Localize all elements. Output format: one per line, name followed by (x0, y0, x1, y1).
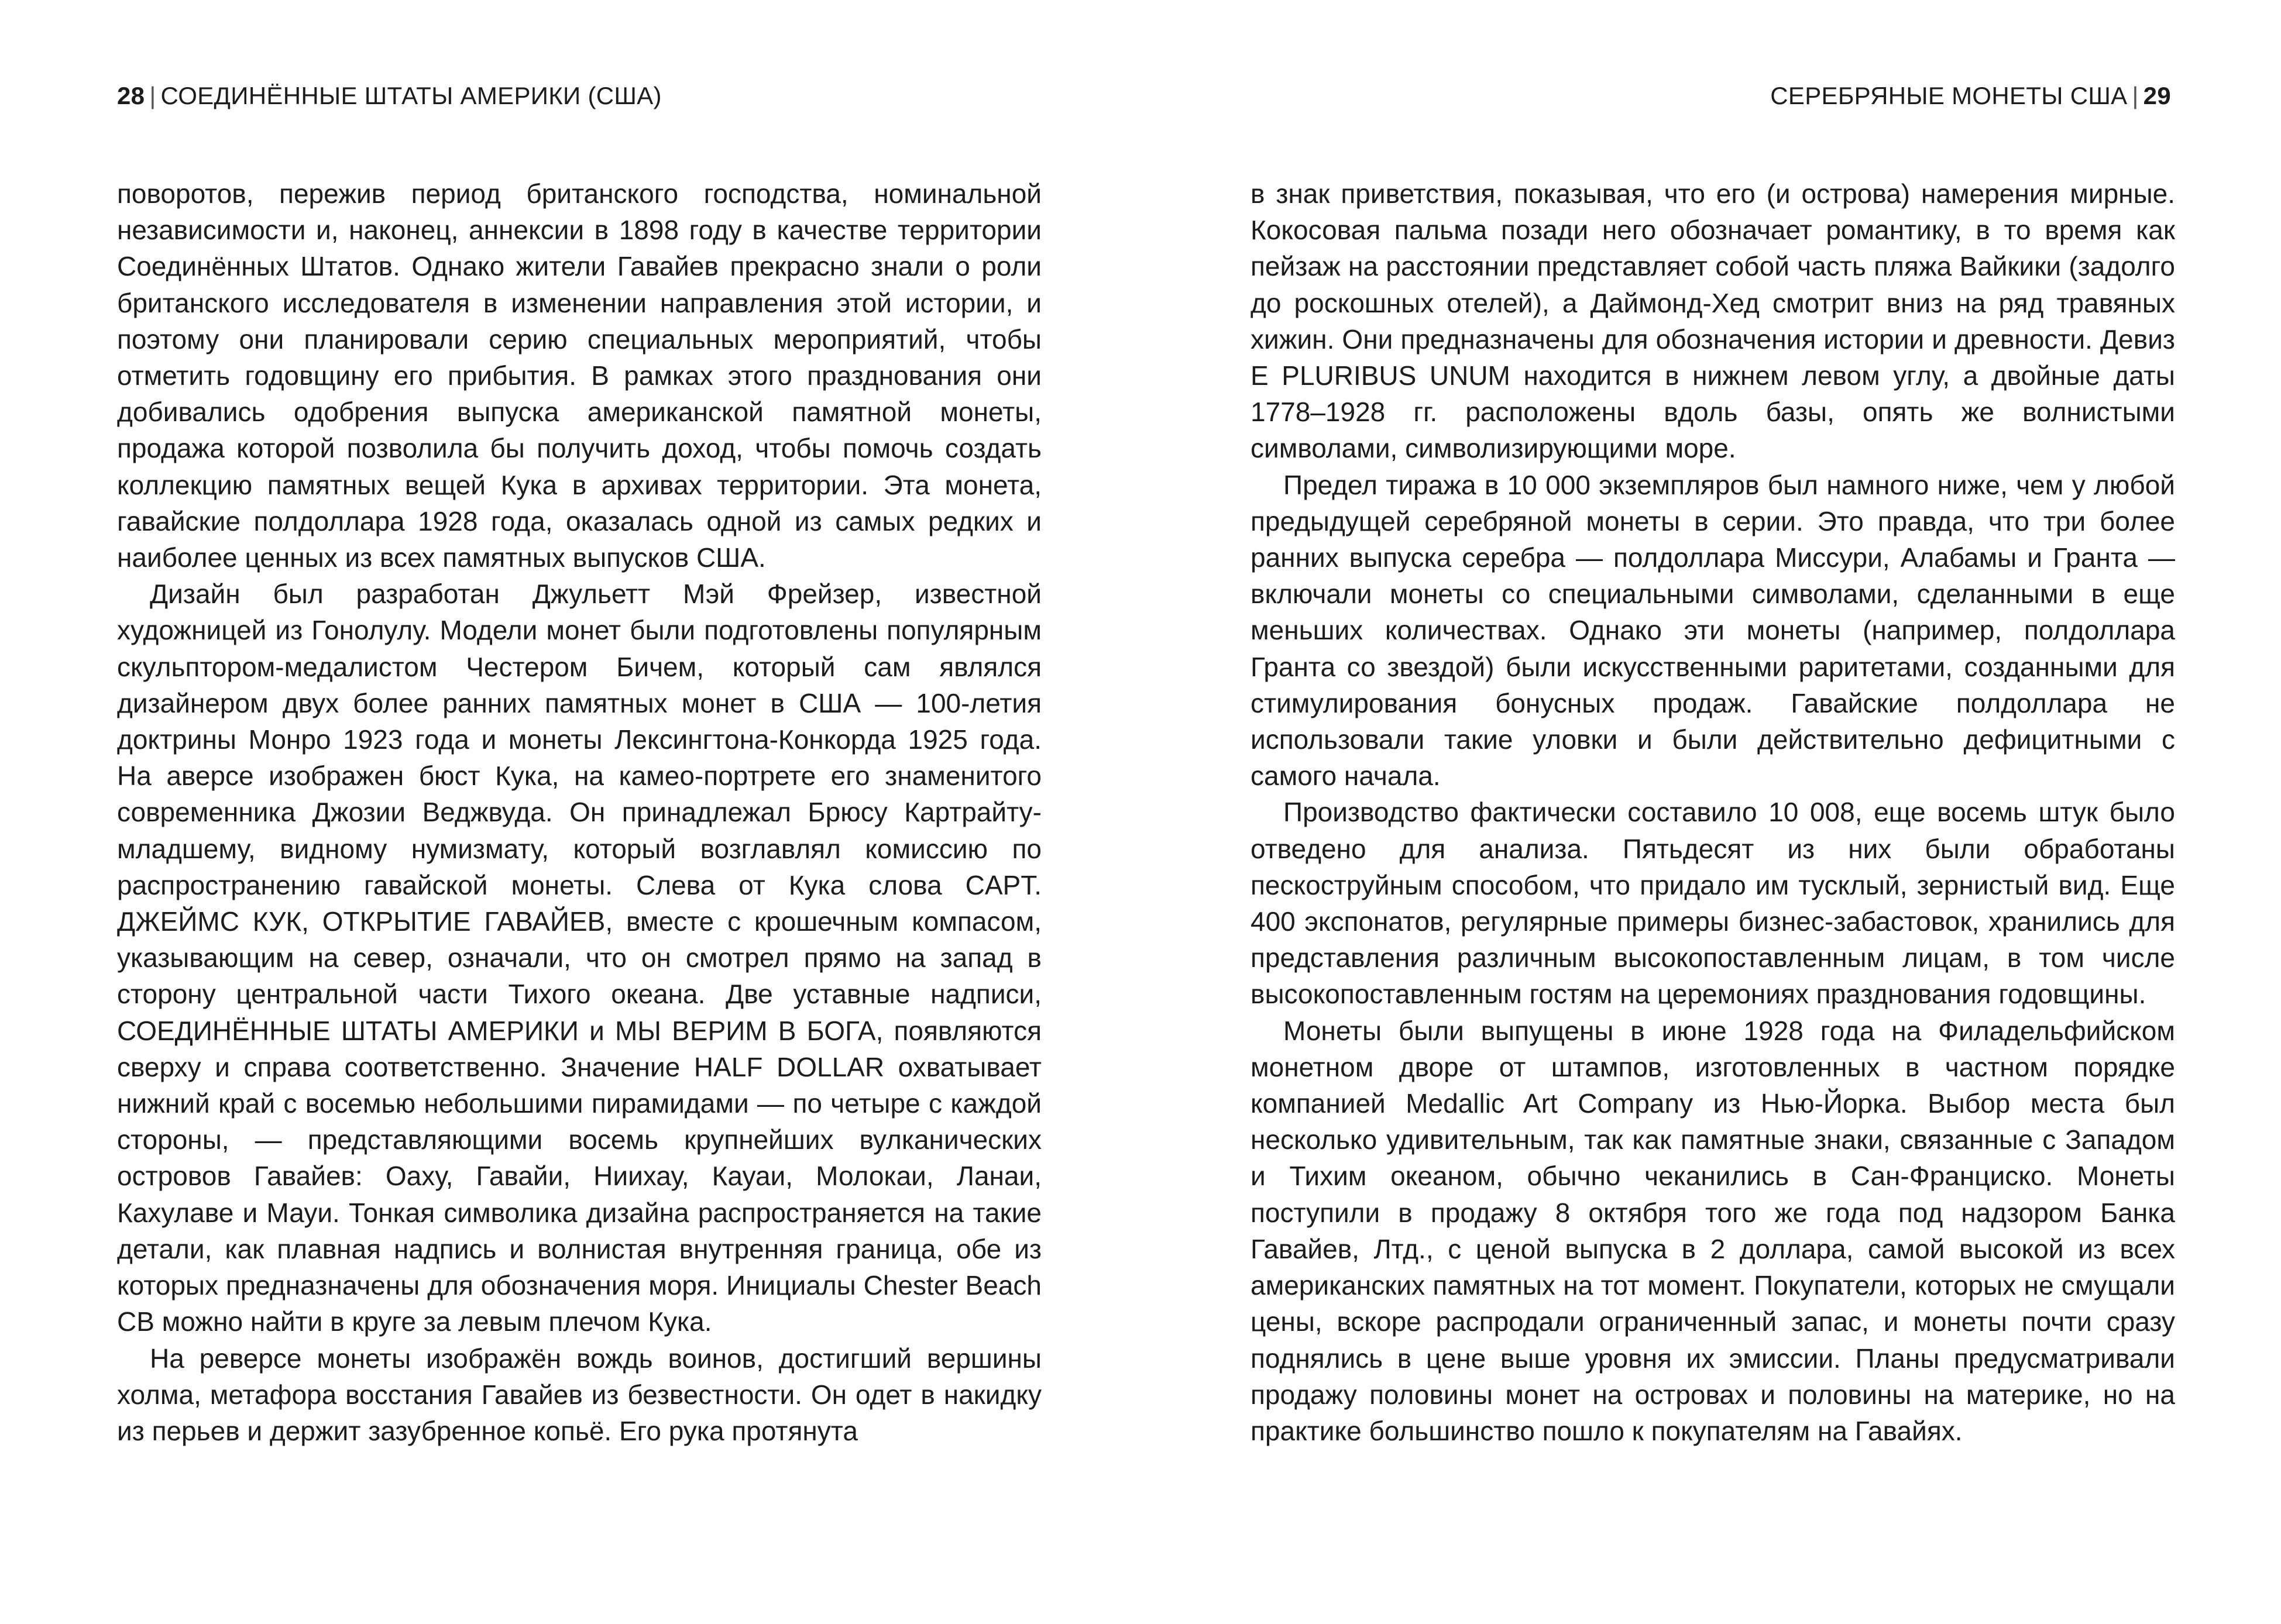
header-title: СОЕДИНЁННЫЕ ШТАТЫ АМЕРИКИ (США) (160, 82, 662, 109)
page-number: 28 (117, 82, 145, 109)
paragraph: Производство фактически составило 10 008, еще восемь штук было отведено для анализа. Пятьдесят из них были обработаны пескоструйным способом, что придало им тусклый, зернистый вид. Еще 400 экспонатов, регулярные примеры бизнес-забастовок, хранились для представления различным высокопоставленным лицам, в том числе высокопоставленным гостям на церемониях празднования годовщины. (1251, 797, 2175, 1010)
paragraph: Предел тиража в 10 000 экземпляров был намного ниже, чем у любой предыдущей серебряной монеты в серии. Это правда, что три более ранних выпуска серебра — полдоллара Миссури, Алабамы и Гранта — включали монеты со специальными символами, сделанными в еще меньших количествах. Однако эти монеты (например, полдоллара Гранта со звездой) были искусственными раритетами, созданными для стимулирования бонусных продаж. Гавайские полдоллара не использовали такие уловки и были действительно дефицитными с самого начала. (1251, 469, 2175, 792)
paragraph: поворотов, пережив период британского господства, номинальной независимости и, наконец, аннексии в 1898 году в качестве территории Соединённых Штатов. Однако жители Гавайев прекрасно знали о роли британского исследователя в изменении направления этой истории, и поэтому они планировали серию специальных мероприятий, чтобы отметить годовщину его прибытия. В рамках этого празднования они добивались одобрения выпуска американской памятной монеты, продажа которой позволила бы получить доход, чтобы помочь создать коллекцию памятных вещей Кука в архивах территории. Эта монета, гавайские полдоллара 1928 года, оказалась одной из самых редких и наиболее ценных из всех памятных выпусков США. (117, 178, 1042, 573)
left-page (0, 0, 1140, 1624)
right-page (1140, 0, 2281, 1624)
running-head-right (1770, 81, 2171, 111)
paragraph: На реверсе монеты изображён вождь воинов, достигший вершины холма, метафора восстания Гавайев из безвестности. Он одет в накидку из перьев и держит зазубренное копьё. Его рука протянута (117, 1343, 1042, 1446)
header-title: СЕРЕБРЯНЫЕ МОНЕТЫ США (1770, 82, 2128, 109)
paragraph: Дизайн был разработан Джульетт Мэй Фрейзер, известной художницей из Гонолулу. Модели монет были подготовлены популярным скульптором-медалистом Честером Бичем, который сам являлся дизайнером двух более ранних памятных монет в США — 100-летия доктрины Монро 1923 года и монеты Лексингтона-Конкорда 1925 года. На аверсе изображен бюст Кука, на камео-портрете его знаменитого современника Джозии Веджвуда. Он принадлежал Брюсу Картрайту-младшему, видному нумизмату, который возглавлял комиссию по распространению гавайской монеты. Слева от Кука слова CAPT. ДЖЕЙМС КУК, ОТКРЫТИЕ ГАВАЙЕВ, вместе с крошечным компасом, указывающим на север, означали, что он смотрел прямо на запад в сторону центральной части Тихого океана. Две уставные надписи, СОЕДИНЁННЫЕ ШТАТЫ АМЕРИКИ и МЫ ВЕРИМ В БОГА, появляются сверху и справа соответственно. Значение HALF DOLLAR охватывает нижний край с восемью небольшими пирамидами — по четыре с каждой стороны, — представляющими восемь крупнейших вулканических островов Гавайев: Оаху, Гавайи, Ниихау, Кауаи, Молокаи, Ланаи, Кахулаве и Мауи. Тонкая символика дизайна распространяется на такие детали, как плавная надпись и волнистая внутренняя граница, обе из которых предназначены для обозначения моря. Инициалы Chester Beach CB можно найти в круге за левым плечом Кука. (117, 579, 1042, 1337)
header-separator: | (2132, 82, 2139, 109)
paragraph: Монеты были выпущены в июне 1928 года на Филадельфийском монетном дворе от штампов, изготовленных в частном порядке компанией Medallic Art Company из Нью-Йорка. Выбор места был несколько удивительным, так как памятные знаки, связанные с Западом и Тихим океаном, обычно чеканились в Сан-Франциско. Монеты поступили в продажу 8 октября того же года под надзором Банка Гавайев, Лтд., с ценой выпуска в 2 доллара, самой высокой из всех американских памятных на тот момент. Покупатели, которых не смущали цены, вскоре распродали ограниченный запас, и монеты почти сразу поднялись в цене выше уровня их эмиссии. Планы предусматривали продажу половины монет на островах и половины на материке, но на практике большинство пошло к покупателям на Гавайях. (1251, 1015, 2175, 1446)
header-separator: | (149, 82, 156, 109)
page-number: 29 (2143, 82, 2171, 109)
paragraph: в знак приветствия, показывая, что его (и острова) намерения мирные. Кокосовая пальма позади него обозначает романтику, в то время как пейзаж на расстоянии представляет собой часть пляжа Вайкики (задолго до роскошных отелей), а Даймонд-Хед смотрит вниз на ряд травяных хижин. Они предназначены для обозначения истории и древности. Девиз E PLURIBUS UNUM находится в нижнем левом углу, а двойные даты 1778–1928 гг. расположены вдоль базы, опять же волнистыми символами, символизирующими море. (1251, 178, 2175, 464)
text-column-left (117, 176, 1042, 1449)
text-column-right (1251, 176, 2175, 1449)
running-head-left (117, 81, 662, 111)
